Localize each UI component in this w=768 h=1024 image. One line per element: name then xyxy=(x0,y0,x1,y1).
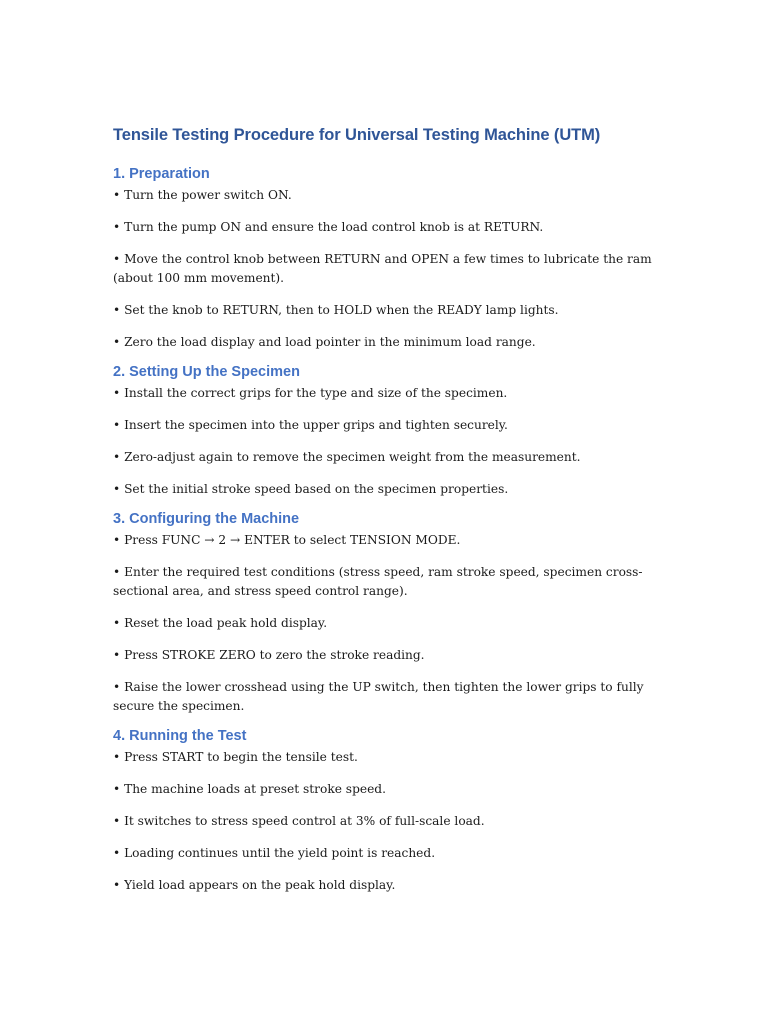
bullet-glyph: • xyxy=(113,482,121,496)
list-item-text: The machine loads at preset stroke speed. xyxy=(124,782,386,796)
bullet-glyph: • xyxy=(113,616,121,630)
bullet-glyph: • xyxy=(113,418,121,432)
list-item xyxy=(113,448,658,467)
list-item-text: Insert the specimen into the upper grips and tighten securely. xyxy=(124,418,508,432)
list-item xyxy=(113,384,658,403)
list-item-text: It switches to stress speed control at 3% of full-scale load. xyxy=(124,814,485,828)
list-item xyxy=(113,844,658,863)
section-heading: 2. Setting Up the Specimen xyxy=(113,364,300,380)
list-item xyxy=(113,780,658,799)
bullet-glyph: • xyxy=(113,648,121,662)
list-item xyxy=(113,531,658,550)
list-item xyxy=(113,250,658,288)
list-item-text: Press STROKE ZERO to zero the stroke reading. xyxy=(124,648,425,662)
bullet-glyph: • xyxy=(113,386,121,400)
bullet-glyph: • xyxy=(113,533,121,547)
section-heading: 3. Configuring the Machine xyxy=(113,511,300,527)
list-item xyxy=(113,186,658,205)
bullet-glyph: • xyxy=(113,450,121,464)
bullet-glyph: • xyxy=(113,814,121,828)
bullet-glyph: • xyxy=(113,335,121,349)
section-heading: 4. Running the Test xyxy=(113,728,247,744)
bullet-glyph: • xyxy=(113,846,121,860)
document-title: Tensile Testing Procedure for Universal Testing Machine (UTM) xyxy=(113,126,601,144)
bullet-glyph: • xyxy=(113,188,121,202)
list-item xyxy=(113,812,658,831)
bullet-list xyxy=(113,531,658,716)
list-item-text: Set the knob to RETURN, then to HOLD when the READY lamp lights. xyxy=(124,303,559,317)
list-item xyxy=(113,748,658,767)
list-item-text: Zero-adjust again to remove the specimen weight from the measurement. xyxy=(124,450,581,464)
list-item xyxy=(113,416,658,435)
list-item-text: Press START to begin the tensile test. xyxy=(124,750,358,764)
bullet-glyph: • xyxy=(113,878,121,892)
bullet-glyph: • xyxy=(113,252,121,266)
list-item-text: Zero the load display and load pointer in the minimum load range. xyxy=(124,335,536,349)
list-item xyxy=(113,614,658,633)
list-item xyxy=(113,876,658,895)
list-item-text: Turn the pump ON and ensure the load control knob is at RETURN. xyxy=(124,220,544,234)
section-heading: 1. Preparation xyxy=(113,166,210,182)
list-item-text: Turn the power switch ON. xyxy=(124,188,292,202)
list-item-text: Reset the load peak hold display. xyxy=(124,616,328,630)
document-page xyxy=(113,122,658,903)
list-item-text: Press FUNC → 2 → ENTER to select TENSION MODE. xyxy=(124,533,461,547)
list-item-text: Loading continues until the yield point is reached. xyxy=(124,846,436,860)
list-item xyxy=(113,563,658,601)
bullet-glyph: • xyxy=(113,220,121,234)
bullet-glyph: • xyxy=(113,680,121,694)
list-item xyxy=(113,678,658,716)
list-item-text: Raise the lower crosshead using the UP switch, then tighten the lower grips to fully secure the specimen. xyxy=(113,680,644,713)
bullet-glyph: • xyxy=(113,565,121,579)
bullet-list xyxy=(113,748,658,895)
list-item-text: Yield load appears on the peak hold display. xyxy=(124,878,396,892)
list-item-text: Install the correct grips for the type and size of the specimen. xyxy=(124,386,508,400)
document-body xyxy=(113,162,658,895)
bullet-glyph: • xyxy=(113,782,121,796)
bullet-glyph: • xyxy=(113,303,121,317)
list-item xyxy=(113,646,658,665)
bullet-list xyxy=(113,186,658,352)
bullet-glyph: • xyxy=(113,750,121,764)
list-item xyxy=(113,480,658,499)
list-item xyxy=(113,333,658,352)
bullet-list xyxy=(113,384,658,499)
list-item xyxy=(113,218,658,237)
list-item-text: Enter the required test conditions (stress speed, ram stroke speed, specimen cross-sectional area, and stress speed control range). xyxy=(113,565,643,598)
list-item-text: Set the initial stroke speed based on the specimen properties. xyxy=(124,482,509,496)
list-item-text: Move the control knob between RETURN and OPEN a few times to lubricate the ram (about 100 mm movement). xyxy=(113,252,652,285)
list-item xyxy=(113,301,658,320)
